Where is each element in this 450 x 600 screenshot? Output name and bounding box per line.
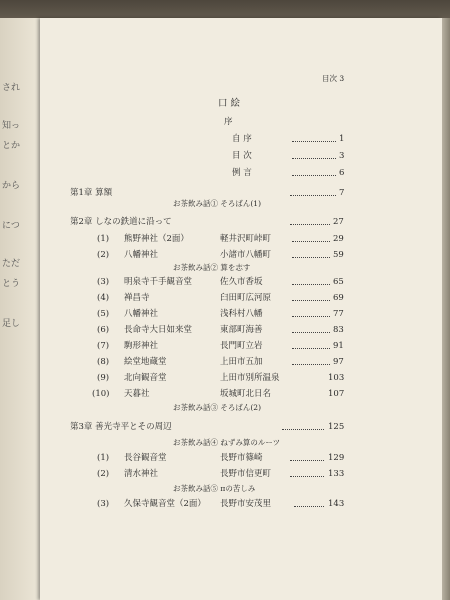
leader-dots [292,175,336,176]
leader-dots [292,300,330,301]
entry-name: 天暮社 [124,389,150,399]
entry-place: 東部町海善 [220,325,263,335]
left-page-text: につ [2,221,20,231]
leader-dots [292,284,330,285]
leader-dots [290,195,336,196]
entry-place: 上田市五加 [220,357,263,367]
left-page-text: 足し [2,319,21,329]
essay-title: お茶飲み話④ ねずみ算のルーツ [173,438,281,447]
entry-name: 熊野神社（2面） [124,234,189,244]
entry-name: 清水神社 [124,469,159,479]
entry-page: 91 [333,341,344,351]
entry-page: 97 [333,357,344,367]
entry-number: (7) [97,341,110,351]
entry-name: 明泉寺千手観音堂 [124,277,193,287]
entry-page: 107 [328,389,345,399]
front-item-page: 6 [339,168,345,178]
chapter-page: 125 [328,422,345,432]
entry-name: 八幡神社 [124,309,159,319]
leader-dots [294,506,324,507]
entry-number: (5) [97,309,110,319]
entry-page: 129 [328,453,345,463]
left-page-text: 知っ [2,121,21,131]
leader-dots [290,476,324,477]
entry-page: 133 [328,469,345,479]
entry-page: 69 [333,293,344,303]
left-page-text: から [2,181,21,191]
leader-dots [292,158,336,159]
entry-number: (8) [97,357,110,367]
entry-place: 臼田町広河原 [220,293,272,303]
front-item-label: 序 [224,117,233,127]
leader-dots [292,257,330,258]
chapter-page: 7 [339,188,345,198]
entry-name: 八幡神社 [124,250,159,260]
left-page-text: され [2,83,21,93]
essay-title: お茶飲み話① そろばん(1) [173,199,262,208]
entry-place: 佐久市香坂 [220,277,263,287]
entry-page: 143 [328,499,345,509]
entry-name: 長谷観音堂 [124,453,167,463]
entry-page: 65 [333,277,344,287]
left-page-text: とか [2,141,21,151]
front-item-page: 1 [339,134,345,144]
entry-number: (2) [97,250,110,260]
entry-name: 絵堂地蔵堂 [124,357,167,367]
left-page-text: ただ [2,259,21,269]
entry-place: 長野市信更町 [220,469,272,479]
entry-number: (1) [97,234,110,244]
entry-number: (6) [97,325,110,335]
chapter-page: 27 [333,217,344,227]
entry-page: 103 [328,373,345,383]
leader-dots [290,224,330,225]
essay-title: お茶飲み話⑤ πの苦しみ [173,484,256,493]
leader-dots [292,332,330,333]
front-item-label: 自 序 [232,134,252,144]
entry-page: 59 [333,250,344,260]
entry-place: 浅科村八幡 [220,309,263,319]
entry-place: 長野市篠崎 [220,453,263,463]
chapter-title: 第2章 しなの鉄道に沿って [70,217,172,227]
entry-number: (3) [97,277,110,287]
entry-number: (3) [97,499,110,509]
leader-dots [292,141,336,142]
left-page-text: とう [2,279,21,289]
entry-name: 北向観音堂 [124,373,167,383]
leader-dots [282,429,324,430]
entry-number: (9) [97,373,110,383]
entry-place: 軽井沢町峠町 [220,234,272,244]
entry-place: 上田市別所温泉 [220,373,280,383]
entry-number: (1) [97,453,110,463]
leader-dots [292,364,330,365]
leader-dots [292,316,330,317]
entry-page: 83 [333,325,344,335]
front-item-label: 例 言 [232,168,252,178]
entry-name: 駒形神社 [124,341,159,351]
entry-number: (10) [92,389,110,399]
entry-name: 久保寺観音堂（2面） [124,499,206,509]
front-item-page: 3 [339,151,345,161]
left-page [0,18,40,600]
front-title: 口 絵 [218,98,241,109]
entry-page: 29 [333,234,344,244]
entry-page: 77 [333,309,344,319]
front-item-label: 目 次 [232,151,252,161]
entry-place: 長野市安茂里 [220,499,272,509]
entry-place: 長門町立岩 [220,341,263,351]
leader-dots [292,241,330,242]
essay-title: お茶飲み話③ そろばん(2) [173,403,262,412]
entry-number: (4) [97,293,110,303]
entry-place: 小諸市八幡町 [220,250,272,260]
chapter-title: 第1章 算額 [70,188,113,198]
entry-name: 禅昌寺 [124,293,150,303]
leader-dots [290,460,324,461]
entry-place: 坂城町北日名 [220,389,272,399]
entry-name: 長命寺大日如来堂 [124,325,193,335]
chapter-title: 第3章 善光寺平とその周辺 [70,422,172,432]
page-edge [442,18,450,600]
leader-dots [292,348,330,349]
page-header: 目次 3 [322,74,345,83]
essay-title: お茶飲み話② 算を志す [173,263,251,272]
entry-number: (2) [97,469,110,479]
